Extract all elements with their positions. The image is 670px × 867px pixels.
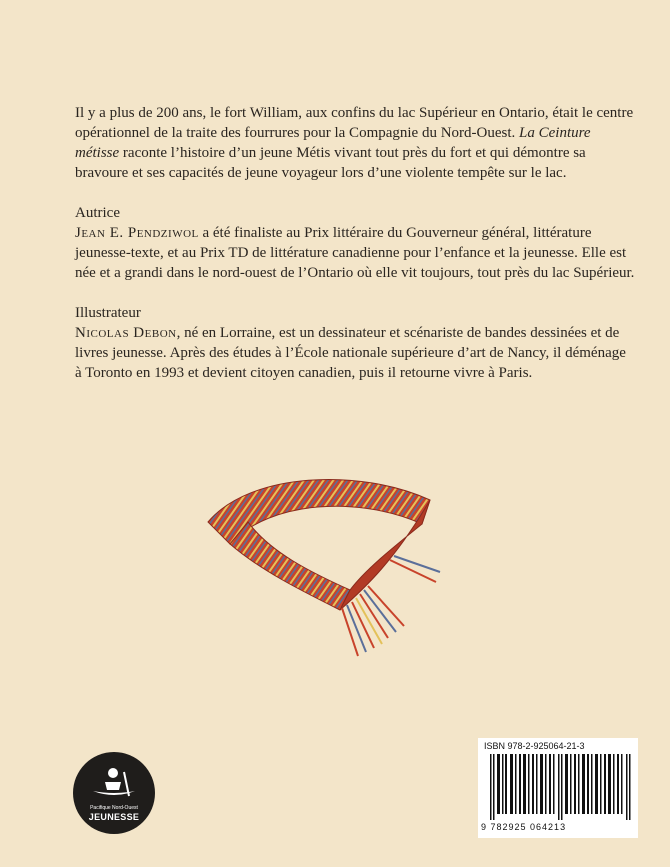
barcode-digits: 9 782925 064213 — [481, 822, 567, 832]
summary-text-continued: raconte l’histoire d’un jeune Métis vivant tout près du fort et qui démontre sa bravoure et ses capacités de jeune voyageur lors d’une violente tempête sur le lac. — [75, 145, 586, 181]
publisher-name-line1: Pacifique Nord-Ouest — [90, 805, 138, 811]
summary-paragraph — [75, 103, 635, 183]
back-cover-text — [75, 103, 635, 403]
barcode-panel — [478, 738, 638, 838]
publisher-logo — [73, 752, 155, 834]
illustrator-heading: Illustrateur — [75, 305, 141, 321]
author-bio: a été finaliste au Prix littéraire du Gouverneur général, littérature jeunesse-texte, et au Prix TD de littérature canadienne pour l’enfance et la jeunesse. Elle est née et a grandi dans le nord-ouest de l’Ontario où elle vit toujours, tout près du lac Supérieur. — [75, 225, 635, 281]
book-title: La Ceinture métisse — [75, 125, 591, 161]
canoe-icon — [91, 766, 137, 800]
author-name: Jean E. Pendziwol — [75, 225, 199, 241]
barcode-icon — [490, 754, 632, 820]
publisher-name-line2: JEUNESSE — [88, 812, 140, 822]
author-heading: Autrice — [75, 205, 120, 221]
illustrator-bio: , né en Lorraine, est un dessinateur et scénariste de bandes dessinées et de livres jeunesse. Après des études à l’École nationale supérieure d’art de Nancy, il déménage à Toronto en 1993 et devient citoyen canadien, puis il retourne vivre à Paris. — [75, 325, 626, 381]
illustrator-name: Nicolas Debon — [75, 325, 177, 341]
isbn-label: ISBN 978-2-925064-21-3 — [484, 741, 585, 751]
summary-text: Il y a plus de 200 ans, le fort William, aux confins du lac Supérieur en Ontario, était le centre opérationnel de la traite des fourrures pour la Compagnie du Nord-Ouest. — [75, 105, 634, 141]
sash-illustration — [190, 460, 450, 670]
author-section — [75, 203, 635, 283]
illustrator-section — [75, 303, 635, 383]
